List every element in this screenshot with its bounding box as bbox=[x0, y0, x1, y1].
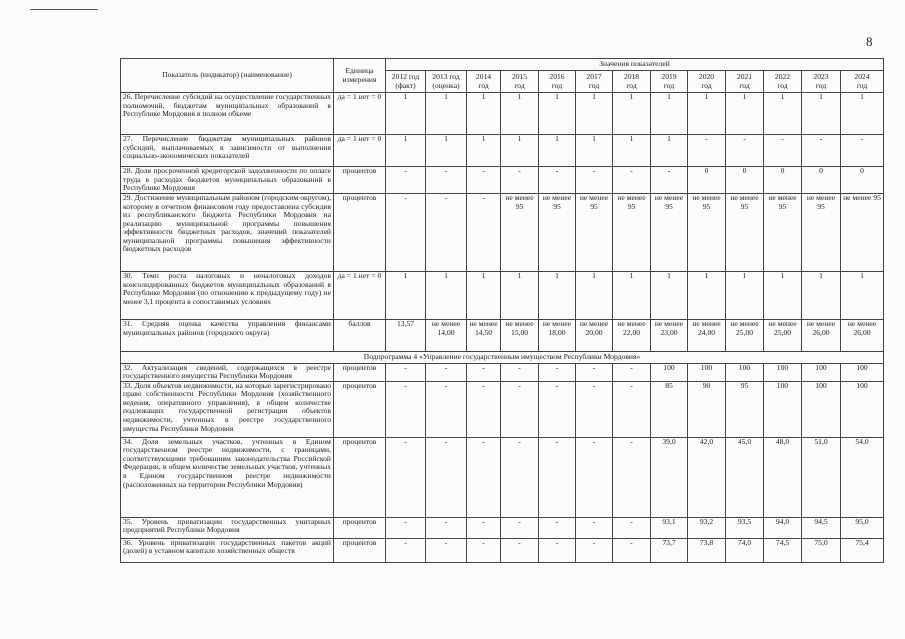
value-cell: 1 bbox=[576, 93, 613, 135]
value-cell: - bbox=[501, 538, 539, 562]
value-cell: 48,0 bbox=[764, 437, 802, 517]
table-row bbox=[121, 363, 884, 381]
header-year bbox=[539, 71, 576, 93]
value-cell: - bbox=[613, 167, 651, 194]
value-cell: 100 bbox=[802, 381, 841, 437]
unit-cell: да = 1 нет = 0 bbox=[334, 272, 386, 320]
value-cell: - bbox=[613, 363, 651, 381]
table-row bbox=[121, 93, 884, 135]
value-cell: - bbox=[386, 194, 426, 272]
value-cell: - bbox=[688, 135, 726, 167]
header-year bbox=[651, 71, 688, 93]
header-year bbox=[386, 71, 426, 93]
indicator-cell: 32. Актуализация сведений, содержащихся в реестре государственного имущества Республики Мордовия bbox=[121, 363, 334, 381]
unit-cell: процентов bbox=[334, 363, 386, 381]
value-cell: не менее 26,00 bbox=[802, 320, 841, 352]
value-cell: не менее 15,00 bbox=[501, 320, 539, 352]
value-cell: - bbox=[539, 517, 576, 538]
value-cell: - bbox=[426, 437, 467, 517]
value-cell: не менее 20,00 bbox=[576, 320, 613, 352]
subprogram-4-title: Подпрограмма 4 «Управление государственным имуществом Республики Мордовия» bbox=[121, 352, 884, 364]
value-cell: не менее 95 bbox=[576, 194, 613, 272]
value-cell: - bbox=[501, 517, 539, 538]
indicator-cell: 34. Доля земельных участков, учтенных в Едином государственном реестре недвижимости, с границами, соответствующими требованиям законодательства Российской Федерации, в общем количестве земельных участков, учтенных в Едином государственном реестре недвижимости (расположенных на территории Республики Мордовия) bbox=[121, 437, 334, 517]
value-cell: - bbox=[467, 538, 501, 562]
value-cell: - bbox=[841, 135, 884, 167]
value-cell: - bbox=[386, 538, 426, 562]
header-year bbox=[501, 71, 539, 93]
value-cell: 51,0 bbox=[802, 437, 841, 517]
value-cell: - bbox=[576, 167, 613, 194]
value-cell: - bbox=[576, 437, 613, 517]
value-cell: 1 bbox=[539, 135, 576, 167]
header-year-note: год bbox=[856, 80, 868, 90]
value-cell: - bbox=[539, 381, 576, 437]
table-row bbox=[121, 320, 884, 352]
value-cell: не менее 95 bbox=[841, 194, 884, 272]
header-year-note: год bbox=[663, 80, 675, 90]
header-year-label: 2019 bbox=[661, 71, 677, 81]
value-cell: 1 bbox=[841, 93, 884, 135]
indicator-cell: 31. Средняя оценка качества управления финансами муниципальных районов (городского округа) bbox=[121, 320, 334, 352]
value-cell: не менее 95 bbox=[613, 194, 651, 272]
value-cell: 1 bbox=[651, 272, 688, 320]
value-cell: 93,2 bbox=[688, 517, 726, 538]
value-cell: 1 bbox=[386, 272, 426, 320]
value-cell: не менее 95 bbox=[501, 194, 539, 272]
header-year-note: (оценка) bbox=[432, 80, 460, 90]
value-cell: не менее 95 bbox=[651, 194, 688, 272]
indicator-cell: 28. Доля просроченной кредиторской задолженности по оплате труда в расходах бюджетов муниципальных образований в Республике Мордовия bbox=[121, 167, 334, 194]
value-cell: 100 bbox=[802, 363, 841, 381]
unit-cell: процентов bbox=[334, 381, 386, 437]
value-cell: - bbox=[764, 135, 802, 167]
value-cell: 1 bbox=[802, 93, 841, 135]
value-cell: - bbox=[613, 517, 651, 538]
indicator-cell: 36. Уровень приватизации государственных пакетов акций (долей) в уставном капитале хозяйственных обществ bbox=[121, 538, 334, 562]
value-cell: - bbox=[501, 437, 539, 517]
value-cell: - bbox=[386, 167, 426, 194]
value-cell: 95 bbox=[726, 381, 764, 437]
table-row bbox=[121, 167, 884, 194]
unit-cell: процентов bbox=[334, 194, 386, 272]
indicator-cell: 30. Темп роста налоговых и неналоговых доходов консолидированных бюджетов муниципальных образований в Республике Мордовия (по отношению к предыдущему году) не менее 3,1 процента в сопоставимых условиях bbox=[121, 272, 334, 320]
header-year-note: год bbox=[514, 80, 525, 90]
value-cell: - bbox=[426, 538, 467, 562]
header-year-label: 2024 bbox=[854, 71, 870, 81]
value-cell: - bbox=[426, 194, 467, 272]
unit-cell: да = 1 нет = 0 bbox=[334, 135, 386, 167]
value-cell: 1 bbox=[386, 135, 426, 167]
value-cell: 1 bbox=[688, 272, 726, 320]
header-year-note: год bbox=[478, 80, 489, 90]
value-cell: 73,7 bbox=[651, 538, 688, 562]
table-row bbox=[121, 135, 884, 167]
value-cell: 1 bbox=[613, 135, 651, 167]
value-cell: не менее 95 bbox=[726, 194, 764, 272]
value-cell: - bbox=[467, 381, 501, 437]
value-cell: не менее 95 bbox=[539, 194, 576, 272]
value-cell: 1 bbox=[688, 93, 726, 135]
value-cell: 100 bbox=[841, 363, 884, 381]
value-cell: - bbox=[467, 194, 501, 272]
value-cell: 93,5 bbox=[726, 517, 764, 538]
value-cell: 73,8 bbox=[688, 538, 726, 562]
page-number: 8 bbox=[866, 34, 873, 49]
value-cell: 1 bbox=[467, 135, 501, 167]
value-cell: 1 bbox=[501, 135, 539, 167]
indicator-cell: 33. Доля объектов недвижимости, на которые зарегистрировано право собственности Республики Мордовия (хозяйственного ведения, оперативного управления), в общем количестве подлежащих государственной регистрации объектов недвижимости, учтенных в реестре государственного имущества Республики Мордовия bbox=[121, 381, 334, 437]
value-cell: 1 bbox=[576, 135, 613, 167]
value-cell: 1 bbox=[726, 93, 764, 135]
value-cell: - bbox=[467, 517, 501, 538]
value-cell: - bbox=[467, 437, 501, 517]
value-cell: 42,0 bbox=[688, 437, 726, 517]
value-cell: 1 bbox=[467, 272, 501, 320]
header-year-note: год bbox=[701, 80, 712, 90]
value-cell: - bbox=[386, 381, 426, 437]
indicators-table bbox=[120, 58, 884, 563]
value-cell: 1 bbox=[651, 135, 688, 167]
value-cell: - bbox=[726, 135, 764, 167]
header-year bbox=[841, 71, 884, 93]
value-cell: не менее 95 bbox=[688, 194, 726, 272]
value-cell: не менее 18,00 bbox=[539, 320, 576, 352]
header-year-label: 2014 bbox=[475, 71, 492, 81]
header-year-label: 2022 bbox=[774, 71, 791, 81]
value-cell: 94,5 bbox=[802, 517, 841, 538]
value-cell: не менее 14,50 bbox=[467, 320, 501, 352]
value-cell: 0 bbox=[764, 167, 802, 194]
value-cell: 1 bbox=[613, 272, 651, 320]
header-year-note: год bbox=[551, 80, 563, 90]
value-cell: не менее 25,00 bbox=[764, 320, 802, 352]
value-cell: - bbox=[467, 167, 501, 194]
value-cell: 94,0 bbox=[764, 517, 802, 538]
value-cell: - bbox=[386, 363, 426, 381]
header-year bbox=[613, 71, 651, 93]
value-cell: 1 bbox=[613, 93, 651, 135]
value-cell: не менее 26,00 bbox=[841, 320, 884, 352]
value-cell: 1 bbox=[501, 93, 539, 135]
value-cell: 1 bbox=[764, 272, 802, 320]
value-cell: 74,0 bbox=[726, 538, 764, 562]
table-row bbox=[121, 381, 884, 437]
value-cell: - bbox=[613, 538, 651, 562]
value-cell: 1 bbox=[501, 272, 539, 320]
value-cell: 1 bbox=[426, 272, 467, 320]
value-cell: - bbox=[802, 135, 841, 167]
value-cell: - bbox=[467, 363, 501, 381]
value-cell: - bbox=[613, 381, 651, 437]
header-year-note: год bbox=[588, 80, 600, 90]
header-year bbox=[426, 71, 467, 93]
value-cell: не менее 14,00 bbox=[426, 320, 467, 352]
header-year-note: год bbox=[626, 80, 637, 90]
value-cell: 39,0 bbox=[651, 437, 688, 517]
unit-cell: да = 1 нет = 0 bbox=[334, 93, 386, 135]
value-cell: 1 bbox=[576, 272, 613, 320]
table-row bbox=[121, 517, 884, 538]
value-cell: не менее 24,00 bbox=[688, 320, 726, 352]
value-cell: 93,1 bbox=[651, 517, 688, 538]
value-cell: - bbox=[576, 381, 613, 437]
value-cell: 0 bbox=[841, 167, 884, 194]
indicator-cell: 29. Достижение муниципальным районом (городским округом), которому в отчетном финансовом году предоставлена субсидия из республиканского бюджета Республики Мордовия на реализацию муниципальной программы повышения эффективности бюджетных расходов, значений показателей муниципальной программы повышения эффективности бюджетных расходов bbox=[121, 194, 334, 272]
value-cell: - bbox=[576, 363, 613, 381]
indicator-cell: 35. Уровень приватизации государственных унитарных предприятий Республики Мордовия bbox=[121, 517, 334, 538]
unit-cell: процентов bbox=[334, 517, 386, 538]
value-cell: - bbox=[539, 437, 576, 517]
value-cell: 100 bbox=[726, 363, 764, 381]
header-year-note: год bbox=[739, 80, 750, 90]
header-year-label: 2017 bbox=[586, 71, 602, 81]
value-cell: - bbox=[386, 437, 426, 517]
value-cell: 100 bbox=[688, 363, 726, 381]
value-cell: - bbox=[501, 167, 539, 194]
header-unit: Единица измерения bbox=[334, 59, 386, 93]
value-cell: 1 bbox=[802, 272, 841, 320]
header-year-note: (факт) bbox=[395, 80, 416, 90]
table-row bbox=[121, 194, 884, 272]
unit-cell: баллов bbox=[334, 320, 386, 352]
value-cell: 75,4 bbox=[841, 538, 884, 562]
header-year bbox=[802, 71, 841, 93]
value-cell: - bbox=[426, 363, 467, 381]
value-cell: 100 bbox=[764, 381, 802, 437]
header-year bbox=[576, 71, 613, 93]
header-values-group: Значения показателей bbox=[386, 59, 884, 71]
value-cell: - bbox=[539, 363, 576, 381]
value-cell: 1 bbox=[764, 93, 802, 135]
header-year-label: 2013 год bbox=[432, 71, 460, 81]
value-cell: 1 bbox=[467, 93, 501, 135]
value-cell: 100 bbox=[841, 381, 884, 437]
value-cell: 0 bbox=[802, 167, 841, 194]
header-year-label: 2023 bbox=[813, 71, 829, 81]
value-cell: не менее 95 bbox=[764, 194, 802, 272]
header-year bbox=[726, 71, 764, 93]
header-year bbox=[467, 71, 501, 93]
header-indicator: Показатель (индикатор) (наименование) bbox=[121, 59, 334, 93]
value-cell: 100 bbox=[651, 363, 688, 381]
header-year-label: 2012 год bbox=[391, 71, 420, 81]
table-row bbox=[121, 538, 884, 562]
value-cell: 1 bbox=[841, 272, 884, 320]
table-row bbox=[121, 437, 884, 517]
value-cell: - bbox=[576, 538, 613, 562]
header-year-label: 2016 bbox=[549, 71, 565, 81]
value-cell: - bbox=[539, 167, 576, 194]
value-cell: не менее 23,00 bbox=[651, 320, 688, 352]
value-cell: 45,0 bbox=[726, 437, 764, 517]
header-year bbox=[764, 71, 802, 93]
value-cell: не менее 95 bbox=[802, 194, 841, 272]
header-year bbox=[688, 71, 726, 93]
header-year-label: 2015 bbox=[511, 71, 528, 81]
value-cell: - bbox=[613, 437, 651, 517]
value-cell: 1 bbox=[426, 135, 467, 167]
header-year-note: год bbox=[777, 80, 788, 90]
indicator-cell: 27. Перечисление бюджетам муниципальных районов субсидий, выплачиваемых в зависимости от выполнения социально-экономических показателей bbox=[121, 135, 334, 167]
value-cell: 1 bbox=[386, 93, 426, 135]
value-cell: 85 bbox=[651, 381, 688, 437]
value-cell: 0 bbox=[688, 167, 726, 194]
value-cell: 90 bbox=[688, 381, 726, 437]
indicator-cell: 26. Перечисление субсидий на осуществление государственных полномочий, бюджетам муниципальных образований в Республике Мордовия в полном объеме bbox=[121, 93, 334, 135]
value-cell: 75,0 bbox=[802, 538, 841, 562]
value-cell: 1 bbox=[651, 93, 688, 135]
value-cell: - bbox=[501, 363, 539, 381]
value-cell: 1 bbox=[539, 93, 576, 135]
value-cell: - bbox=[386, 517, 426, 538]
unit-cell: процентов bbox=[334, 167, 386, 194]
value-cell: 1 bbox=[539, 272, 576, 320]
value-cell: - bbox=[426, 167, 467, 194]
value-cell: не менее 25,00 bbox=[726, 320, 764, 352]
value-cell: - bbox=[539, 538, 576, 562]
value-cell: 95,0 bbox=[841, 517, 884, 538]
unit-cell: процентов bbox=[334, 437, 386, 517]
header-year-label: 2018 bbox=[623, 71, 640, 81]
value-cell: - bbox=[426, 517, 467, 538]
value-cell: 1 bbox=[726, 272, 764, 320]
value-cell: - bbox=[651, 167, 688, 194]
value-cell: 54,0 bbox=[841, 437, 884, 517]
value-cell: 100 bbox=[764, 363, 802, 381]
value-cell: - bbox=[501, 381, 539, 437]
header-year-label: 2020 bbox=[698, 71, 715, 81]
value-cell: 74,5 bbox=[764, 538, 802, 562]
value-cell: не менее 22,00 bbox=[613, 320, 651, 352]
value-cell: - bbox=[426, 381, 467, 437]
table-row bbox=[121, 272, 884, 320]
header-year-label: 2021 bbox=[736, 71, 753, 81]
value-cell: 13,57 bbox=[386, 320, 426, 352]
header-year-note: год bbox=[815, 80, 827, 90]
value-cell: 1 bbox=[426, 93, 467, 135]
value-cell: - bbox=[576, 517, 613, 538]
top-rule bbox=[30, 9, 98, 10]
unit-cell: процентов bbox=[334, 538, 386, 562]
value-cell: 0 bbox=[726, 167, 764, 194]
